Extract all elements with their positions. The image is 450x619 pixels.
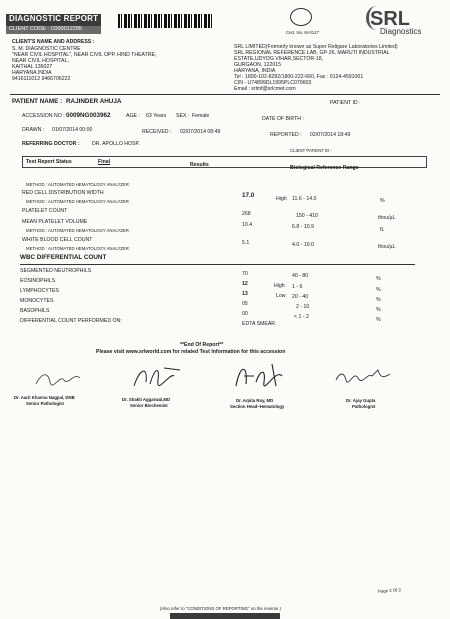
signature-shakti (130, 362, 190, 392)
terms-note: (Also refer to "CONDITIONS OF REPORTING" on the reverse.) (160, 606, 281, 611)
table-row-value: 268 (242, 211, 251, 217)
diff-row-range: 20 - 40 (292, 294, 309, 300)
diff-row-unit: % (376, 276, 381, 282)
method-text: METHOD : AUTOMATED HEMATOLOGY ANALYZER (26, 182, 129, 187)
signatory-name: Dr. Shakti Aggarwal,MD (122, 397, 171, 402)
diff-row-value: 00 (242, 311, 248, 317)
client-line: NEAR CIVIL HOSPITAL, (12, 58, 69, 64)
signatory-title: Pathologist (352, 404, 376, 409)
lab-line: GURGAON, 122015 (234, 62, 281, 68)
lab-line: ESTATE,UDYOG VIHAR,SECTOR-18, (234, 56, 324, 62)
table-row-value: 17.0 (242, 192, 255, 199)
table-row-label: MEAN PLATELET VOLUME (22, 219, 88, 225)
age-label: AGE : (126, 113, 140, 119)
table-header-row (22, 156, 427, 168)
accession-number: 0009NG003962 (66, 112, 111, 119)
wbc-heading: WBC DIFFERENTIAL COUNT (20, 254, 107, 261)
report-status: Final (98, 159, 111, 165)
brand-logo: SRL (370, 8, 410, 30)
diff-row-unit: % (376, 287, 381, 293)
client-line: HARYANA INDIA (12, 70, 52, 76)
table-row-flag: High (276, 196, 287, 202)
lab-line: HARYANA, INDIA (234, 68, 276, 74)
diff-row-label: LYMPHOCYTES (20, 288, 59, 294)
patient-name: RAJINDER AHUJA (66, 98, 122, 105)
signatory-title: Senior Biochemist (130, 403, 168, 408)
table-row-range: 11.6 - 14.0 (292, 196, 317, 202)
ref-doctor-label: REFERRING DOCTOR : (22, 141, 80, 147)
page-number: Page 2 Of 2 (377, 587, 402, 594)
diff-row-label: EOSINOPHILS (20, 278, 56, 284)
table-row-unit: % (380, 198, 385, 204)
table-row-unit: thou/µL (378, 215, 396, 221)
col-biological-range: Biological Reference Range (290, 165, 359, 171)
patient-name-label: PATIENT NAME : (12, 98, 63, 105)
signatory-title: Section Head~Hematology (230, 404, 285, 409)
client-line: KAITHAL 136027 (12, 64, 53, 70)
table-row-label: RED CELL DISTRIBUTION WIDTH (22, 190, 104, 196)
diff-row-range: 1 - 6 (292, 284, 303, 290)
client-code: CLIENT CODE : C000012285 (6, 26, 101, 34)
ref-doctor: DR. APOLLO HOSP. (92, 141, 140, 147)
lab-line: SRL LIMITED(Formerly known as Super Religare Laboratories Limited) (234, 44, 398, 50)
method-text: METHOD : AUTOMATED HEMATOLOGY ANALYZER (26, 246, 129, 251)
sex-value: Female (192, 113, 210, 119)
signature-aarti (34, 368, 84, 388)
reported-value: 02/07/2014 18:49 (310, 132, 351, 138)
diff-row-flag: Low (276, 293, 286, 299)
table-row-value: 10.4 (242, 222, 253, 228)
diff-row-range: < 1 - 2 (294, 314, 309, 320)
diff-row-unit: % (376, 317, 381, 323)
diff-method-label: DIFFERENTIAL COUNT PERFORMED ON: (20, 318, 122, 324)
accession-label: ACCESSION NO : (22, 113, 65, 119)
table-row-label: PLATELET COUNT (22, 208, 68, 214)
diff-row-flag: High (274, 283, 285, 289)
signatory-name: Dr. Aarti Khanna Nagpal, DNB (14, 395, 75, 400)
certification-logo (290, 8, 312, 26)
table-row-unit: fL (380, 227, 385, 233)
footer-bar (170, 613, 280, 619)
cert-number: Cert. No. M-0127 (286, 30, 319, 35)
client-line: S. M. DIAGNOSTIC CENTRE (12, 46, 81, 52)
dob-label: DATE OF BIRTH : (262, 116, 304, 122)
col-test-status: Test Report Status (26, 159, 72, 165)
method-text: METHOD : AUTOMATED HEMATOLOGY ANALYZER (26, 199, 129, 204)
end-of-report: **End Of Report** (180, 342, 224, 348)
lab-line: CIN - U74899DL1995PLC070603 (234, 80, 312, 86)
lab-line: Tel : 1800-102-8282/1800-222-660, Fax : 0124-4591001 (234, 74, 364, 80)
barcode (118, 14, 213, 28)
diff-row-unit: % (376, 297, 381, 303)
report-title: DIAGNOSTIC REPORT (9, 14, 99, 23)
diff-row-value: 12 (242, 281, 248, 287)
lab-line: SRL REGIONAL REFERENCE LAB, GP-26, MARUTI INDUSTRIAL (234, 50, 390, 56)
received-label: RECEIVED : (142, 129, 172, 135)
drawn-value: 01/07/2014 00:00 (52, 127, 93, 133)
age-value: 63 Years (146, 113, 167, 119)
signatory-title: Senior Pathologist (26, 401, 64, 406)
signature-ajay (334, 366, 394, 390)
report-title-bar (6, 14, 101, 26)
diff-row-range: 40 - 80 (292, 273, 309, 279)
diff-row-value: 13 (242, 291, 248, 297)
table-row-range: 4.0 - 10.0 (292, 242, 314, 248)
table-row-label: WHITE BLOOD CELL COUNT (22, 237, 93, 243)
col-results: Results (190, 162, 209, 168)
diff-row-value: 70 (242, 271, 248, 277)
client-line: "NEAR CIVIL HOSPITAL", NEAR CIVIL OPP. HIND THEATRE, (12, 52, 157, 58)
drawn-label: DRAWN : (22, 127, 45, 133)
signatory-name: Dr. Ajay Gupta (346, 398, 376, 403)
diff-method-value: EDTA SMEAR (242, 321, 276, 327)
brand-subtitle: Diagnostics (380, 27, 422, 36)
reported-label: REPORTED : (270, 132, 302, 138)
divider (20, 264, 415, 265)
diff-row-label: SEGMENTED NEUTROPHILS (20, 268, 92, 274)
signatory-name: Dr. Arpita Roy, MD (236, 398, 274, 403)
visit-text: Please visit www.srlworld.com for related Test Information for this accession (96, 349, 286, 355)
divider (10, 94, 440, 95)
method-text: METHOD : AUTOMATED HEMATOLOGY ANALYZER (26, 228, 129, 233)
client-heading: CLIENT'S NAME AND ADDRESS : (12, 39, 95, 45)
table-row-unit: thou/µL (378, 244, 396, 250)
diff-row-range: 2 - 10 (296, 304, 310, 310)
table-row-range: 150 - 410 (296, 213, 318, 219)
lab-line: Email : srlmf@srlcmet.com (234, 86, 296, 92)
table-row-value: 5.1 (242, 240, 250, 246)
diff-row-label: MONOCYTES (20, 298, 54, 304)
sex-label: SEX : (176, 113, 190, 119)
signature-arpita (232, 360, 292, 390)
received-value: 02/07/2014 08:49 (180, 129, 221, 135)
diff-row-label: BASOPHILS (20, 308, 50, 314)
diff-row-unit: % (376, 307, 381, 313)
patient-id-label: PATIENT ID : (330, 100, 361, 106)
diff-row-value: 05 (242, 301, 248, 307)
client-patient-id-label: CLIENT PATIENT ID : (290, 148, 332, 153)
table-row-range: 6.8 - 10.9 (292, 224, 314, 230)
client-line: 9416111012 9466706222 (12, 76, 71, 82)
